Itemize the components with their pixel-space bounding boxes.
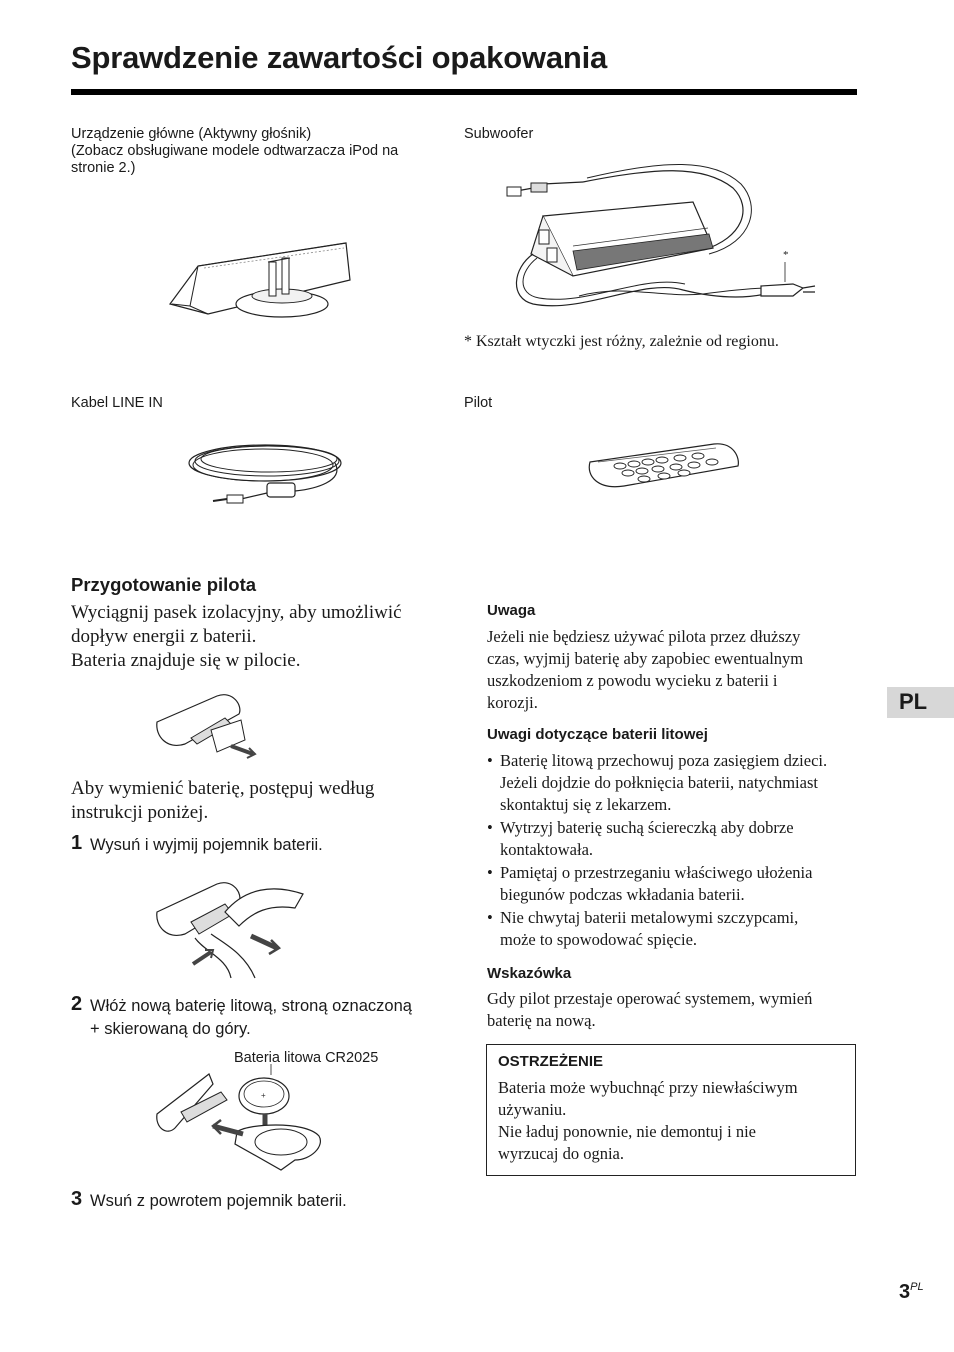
tip-line: Gdy pilot przestaje operować systemem, wymień	[487, 989, 813, 1008]
subwoofer-illustration	[503, 158, 813, 326]
uwaga-heading: Uwaga	[487, 602, 536, 619]
bullet-line: może to spowodować spięcie.	[500, 930, 698, 949]
step-number: 2	[71, 993, 83, 1015]
section-heading: Przygotowanie pilota	[71, 574, 257, 595]
uwaga-line: czas, wyjmij baterię aby zapobiec ewentualnym	[487, 649, 804, 668]
tip-text	[487, 988, 857, 1032]
warning-line: Bateria może wybuchnąć przy niewłaściwym	[498, 1078, 798, 1097]
uwaga-line: korozji.	[487, 693, 538, 712]
main-unit-caption-line: stronie 2.)	[71, 160, 136, 176]
step-number: 3	[71, 1188, 83, 1210]
list-item	[487, 750, 859, 816]
intro-line: Wyciągnij pasek izolacyjny, aby umożliwić	[71, 602, 402, 623]
line-in-cable-illustration	[185, 433, 347, 513]
bullet-line: • Baterię litową przechowuj poza zasięgiem dzieci.	[500, 751, 828, 770]
bullet-line: • Pamiętaj o przestrzeganiu właściwego ułożenia	[500, 863, 813, 882]
tip-line: baterię na nową.	[487, 1011, 596, 1030]
intro-line: Bateria znajduje się w pilocie.	[71, 650, 301, 671]
uwaga-line: uszkodzeniom z powodu wycieku z baterii i	[487, 671, 778, 690]
bullet-line: skontaktuj się z lekarzem.	[500, 795, 672, 814]
replace-line: instrukcji poniżej.	[71, 802, 209, 823]
bullet-line: biegunów podczas wkładania baterii.	[500, 885, 745, 904]
page-number	[899, 1281, 924, 1304]
step-text-line: Włóż nową baterię litową, stroną oznaczoną	[90, 997, 412, 1015]
warning-text	[498, 1077, 848, 1165]
warning-heading: OSTRZEŻENIE	[498, 1053, 604, 1070]
bullet-line: kontaktowała.	[500, 840, 594, 859]
warning-box	[486, 1044, 856, 1176]
page-title: Sprawdzenie zawartości opakowania	[71, 40, 608, 75]
language-tab	[887, 687, 954, 718]
intro-line: dopływ energii z baterii.	[71, 626, 257, 647]
insert-battery-illustration	[155, 1070, 330, 1174]
title-rule	[71, 89, 857, 95]
insulation-tab-illustration	[155, 690, 265, 762]
replace-instructions	[71, 777, 374, 825]
page-number-suffix: PL	[910, 1281, 924, 1293]
uwaga-line: Jeżeli nie będziesz używać pilota przez dłuższy	[487, 627, 801, 646]
list-item	[487, 817, 859, 861]
step-number: 1	[71, 832, 83, 854]
page-number-value: 3	[899, 1281, 911, 1303]
uwaga-text	[487, 626, 857, 714]
remote-control-illustration	[584, 440, 741, 490]
main-unit-caption	[71, 126, 398, 177]
bullet-line: • Nie chwytaj baterii metalowymi szczypcami,	[500, 908, 799, 927]
battery-plus-mark: +	[261, 1091, 266, 1100]
remove-battery-holder-illustration	[155, 878, 305, 980]
main-unit-caption-line: Urządzenie główne (Aktywny głośnik)	[71, 126, 312, 142]
replace-line: Aby wymienić baterię, postępuj według	[71, 778, 375, 799]
step-text-line: + skierowaną do góry.	[90, 1020, 251, 1038]
list-item	[487, 862, 859, 906]
lithium-bullet-list	[487, 750, 859, 952]
bullet-line: Jeżeli dojdzie do połknięcia baterii, natychmiast	[500, 773, 818, 792]
lithium-heading: Uwagi dotyczące baterii litowej	[487, 726, 708, 743]
step-text: Wysuń i wyjmij pojemnik baterii.	[90, 836, 323, 854]
warning-line: używaniu.	[498, 1100, 567, 1119]
intro-text	[71, 601, 402, 673]
warning-line: wyrzucaj do ognia.	[498, 1144, 624, 1163]
speaker-dock-illustration	[168, 238, 354, 322]
language-tab-label: PL	[899, 689, 928, 714]
step-text	[90, 995, 412, 1041]
line-in-cable-caption: Kabel LINE IN	[71, 395, 163, 411]
tip-heading: Wskazówka	[487, 965, 572, 982]
battery-label: Bateria litowa CR2025	[234, 1050, 379, 1066]
subwoofer-caption: Subwoofer	[464, 126, 534, 142]
plug-marker: *	[783, 249, 789, 261]
plug-note: * Kształt wtyczki jest różny, zależnie od regionu.	[464, 333, 779, 350]
bullet-line: • Wytrzyj baterię suchą ściereczką aby dobrze	[500, 818, 794, 837]
main-unit-caption-line: (Zobacz obsługiwane modele odtwarzacza iPod na	[71, 143, 399, 159]
warning-line: Nie ładuj ponownie, nie demontuj i nie	[498, 1122, 756, 1141]
step-text: Wsuń z powrotem pojemnik baterii.	[90, 1192, 347, 1210]
list-item	[487, 907, 859, 951]
remote-caption: Pilot	[464, 395, 493, 411]
